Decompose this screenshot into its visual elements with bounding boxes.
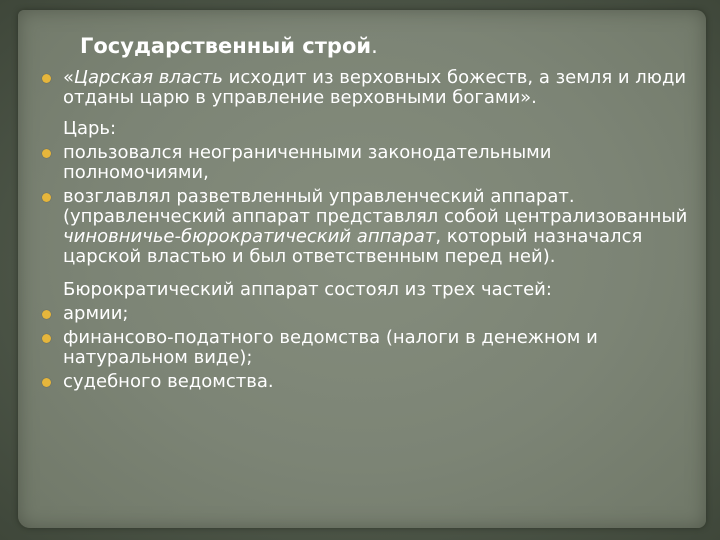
bullet-dot-icon xyxy=(42,310,51,319)
slide-content xyxy=(40,68,692,392)
bullet-dot-icon xyxy=(42,378,51,387)
apparatus-tail-text: , который назначался царской властью и был ответственным перед ней). xyxy=(63,226,643,267)
royal-power-text: исходит из верховных божеств, а земля и люди отданы царю в управление верховными богами». xyxy=(63,67,687,108)
bullet-dot-icon xyxy=(42,74,51,83)
legislative-powers-text: пользовался неограниченными законодательными полномочиями, xyxy=(63,142,552,183)
bullet-dot-icon xyxy=(42,334,51,343)
bullet-dot-icon xyxy=(42,149,51,158)
bureaucratic-apparatus-term: чиновничье-бюрократический аппарат xyxy=(63,226,436,247)
bullet-royal-power xyxy=(40,68,692,108)
bullet-army xyxy=(40,304,692,324)
slide-title-period: . xyxy=(371,34,378,58)
apparatus-text: возглавлял разветвленный управленческий аппарат. (управленческий аппарат представлял собой централизованный xyxy=(63,186,688,227)
slide-title xyxy=(80,34,378,58)
bullet-dot-icon xyxy=(42,193,51,202)
army-text: армии; xyxy=(63,303,129,324)
bureaucracy-heading-text: Бюрократический аппарат состоял из трех частей: xyxy=(63,279,552,300)
bureaucracy-heading xyxy=(40,280,692,300)
finance-department-text: финансово-податного ведомства (налоги в денежном и натуральном виде); xyxy=(63,327,598,368)
bullet-management-apparatus xyxy=(40,187,692,267)
royal-power-term: Царская власть xyxy=(74,67,223,88)
open-quote: « xyxy=(63,67,75,88)
bullet-legislative-powers xyxy=(40,143,692,183)
bullet-finance-department xyxy=(40,328,692,368)
judicial-department-text: судебного ведомства. xyxy=(63,371,274,392)
bullet-judicial-department xyxy=(40,372,692,392)
king-heading xyxy=(40,119,692,139)
king-heading-text: Царь: xyxy=(63,118,117,139)
slide-title-text: Государственный строй xyxy=(80,34,372,58)
